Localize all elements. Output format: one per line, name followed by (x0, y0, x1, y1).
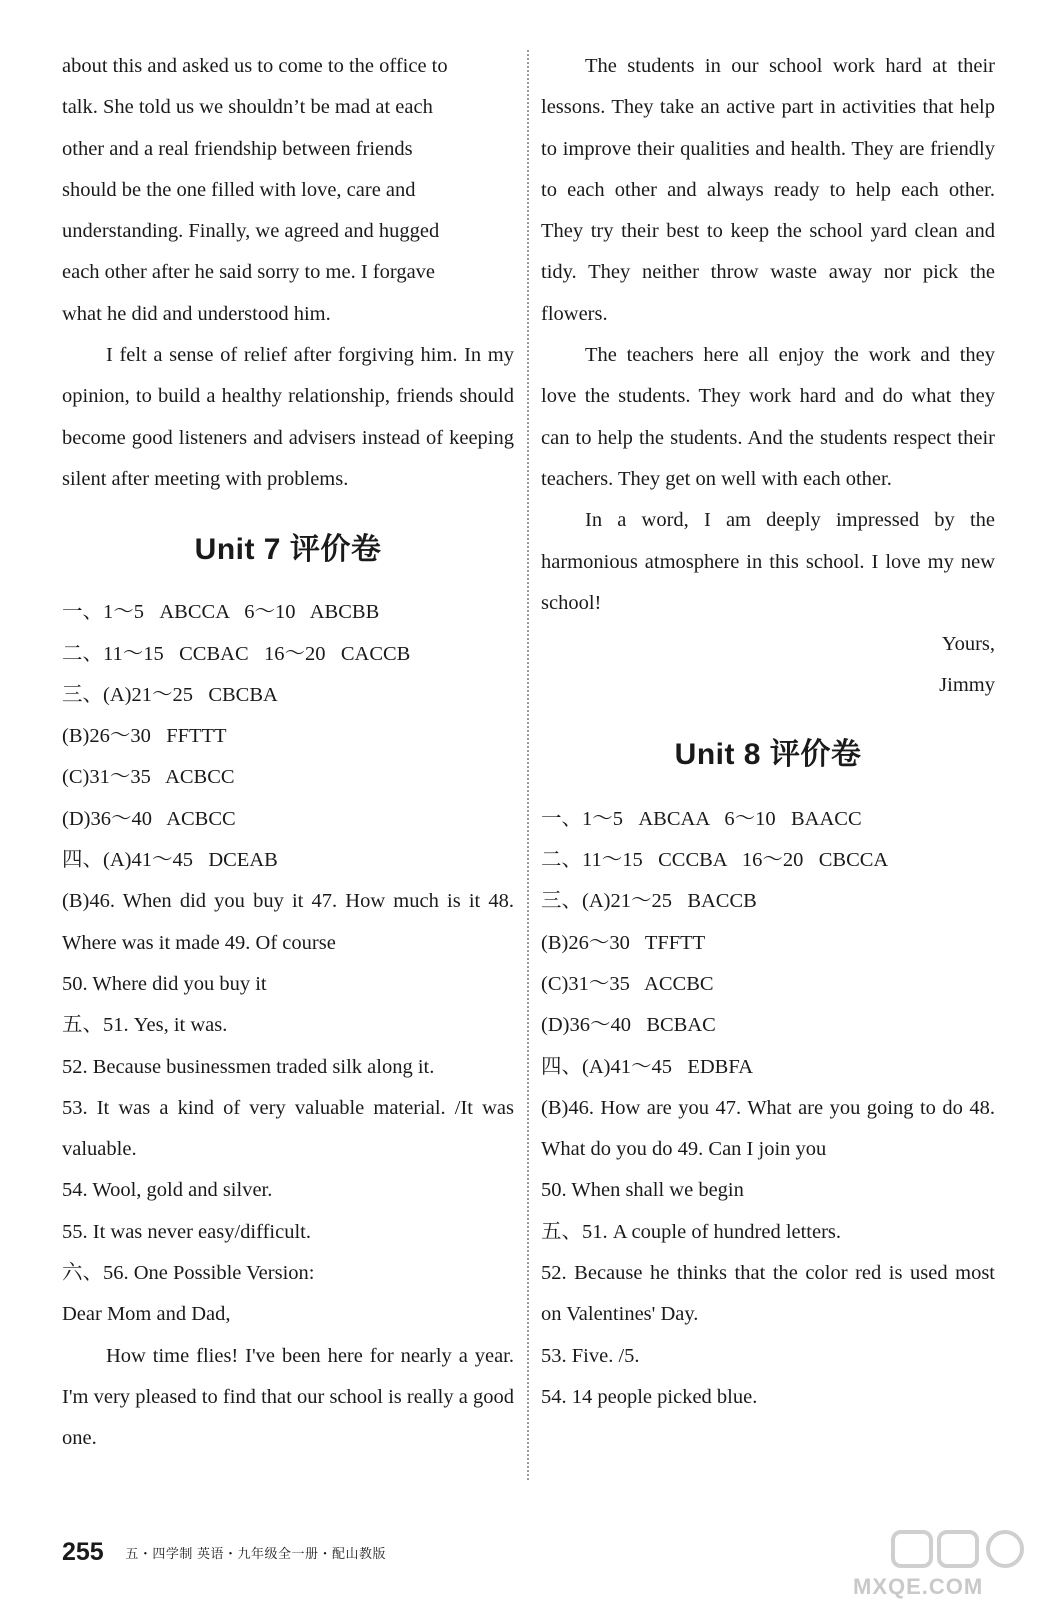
text-line: talk. She told us we shouldn’t be mad at each (62, 96, 433, 119)
left-column (62, 46, 514, 1460)
answer-q50: 50. Where did you buy it (62, 972, 267, 995)
answer-line: (C)31～35 ACCBC (541, 972, 714, 995)
answer-line: 四、(A)41～45 EDBFA (541, 1055, 754, 1078)
answer-line: 一、1～5 ABCCA 6～10 ABCBB (62, 601, 380, 624)
answer-q51: 五、51. Yes, it was. (62, 1014, 228, 1037)
answer-q54: 54. Wool, gold and silver. (62, 1179, 273, 1202)
answer-q50: 50. When shall we begin (541, 1179, 744, 1202)
text-line: about this and asked us to come to the office to (62, 55, 448, 77)
relief-paragraph: I felt a sense of relief after forgiving him. In my opinion, to build a healthy relationship, friends should become good listeners and advisers instead of keeping silent after meeting with problems. (62, 344, 514, 490)
letter-continuation (62, 46, 514, 335)
answer-q56: 六、56. One Possible Version: (62, 1262, 315, 1285)
letter-paragraph-2: The students in our school work hard at their lessons. They take an active part in activities that help to improve their qualities and health. They are friendly to each other and always ready to help each other. They try their best to keep the school yard clean and tidy. They neither throw waste away nor pick the flowers. (541, 55, 995, 325)
answer-q46-49: (B)46. When did you buy it 47. How much is it 48. Where was it made 49. Of course (62, 890, 514, 954)
unit7-answer-list (62, 592, 514, 1459)
letter-closing: Yours, (941, 633, 995, 656)
text-line: each other after he said sorry to me. I forgave (62, 261, 436, 284)
letter-paragraph-1: How time flies! I've been here for nearly a year. I'm very pleased to find that our school is really a good one. (62, 1344, 514, 1450)
site-watermark (853, 1530, 1053, 1600)
letter-signature: Jimmy (939, 674, 995, 697)
answer-line: 一、1～5 ABCAA 6～10 BAACC (541, 807, 862, 830)
answer-line: (B)26～30 TFFTT (541, 931, 706, 954)
unit7-title: Unit 7 评价卷 (194, 533, 382, 567)
text-line: should be the one filled with love, care and (62, 178, 416, 201)
unit8-title: Unit 8 评价卷 (674, 737, 862, 771)
text-line: other and a real friendship between friends (62, 137, 413, 160)
answer-line: (B)26～30 FFTTT (62, 725, 227, 748)
answer-line: (D)36～40 BCBAC (541, 1014, 716, 1037)
answer-q52: 52. Because he thinks that the color red is used most on Valentines' Day. (541, 1262, 995, 1326)
answer-q54: 54. 14 people picked blue. (541, 1385, 758, 1408)
right-column (541, 46, 995, 1418)
answer-line: 三、(A)21～25 BACCB (541, 890, 757, 913)
answer-line: 二、11～15 CCBAC 16～20 CACCB (62, 642, 411, 665)
answer-q53: 53. Five. /5. (541, 1344, 640, 1367)
page-footer (62, 1538, 386, 1567)
text-line: what he did and understood him. (62, 302, 331, 325)
letter-paragraph-4: In a word, I am deeply impressed by the harmonious atmosphere in this school. I love my new school! (541, 509, 995, 614)
answer-line: (D)36～40 ACBCC (62, 807, 236, 830)
answer-line: (C)31～35 ACBCC (62, 766, 235, 789)
answer-q53: 53. It was a kind of very valuable material. /It was valuable. (62, 1096, 514, 1161)
column-divider (527, 50, 529, 1480)
book-series-info: 五・四学制 英语・九年级全一册・配山教版 (125, 1546, 387, 1561)
answer-line: 二、11～15 CCCBA 16～20 CBCCA (541, 849, 889, 872)
answer-q51: 五、51. A couple of hundred letters. (541, 1220, 842, 1243)
unit8-answer-list (541, 799, 995, 1418)
letter-salutation: Dear Mom and Dad, (62, 1303, 231, 1326)
answer-q55: 55. It was never easy/difficult. (62, 1220, 311, 1243)
answer-q52: 52. Because businessmen traded silk along it. (62, 1055, 435, 1078)
answer-q46-49: (B)46. How are you 47. What are you going to do 48. What do you do 49. Can I join you (541, 1096, 995, 1161)
text-line: understanding. Finally, we agreed and hugged (62, 220, 440, 243)
letter-paragraph-3: The teachers here all enjoy the work and they love the students. They work hard and do what they can to help the students. And the students respect their teachers. They get on well with each other. (541, 344, 995, 490)
page-number: 255 (62, 1538, 104, 1566)
answer-line: 三、(A)21～25 CBCBA (62, 683, 278, 706)
answer-line: 四、(A)41～45 DCEAB (62, 849, 278, 872)
watermark-text: MXQE.COM (853, 1574, 984, 1599)
